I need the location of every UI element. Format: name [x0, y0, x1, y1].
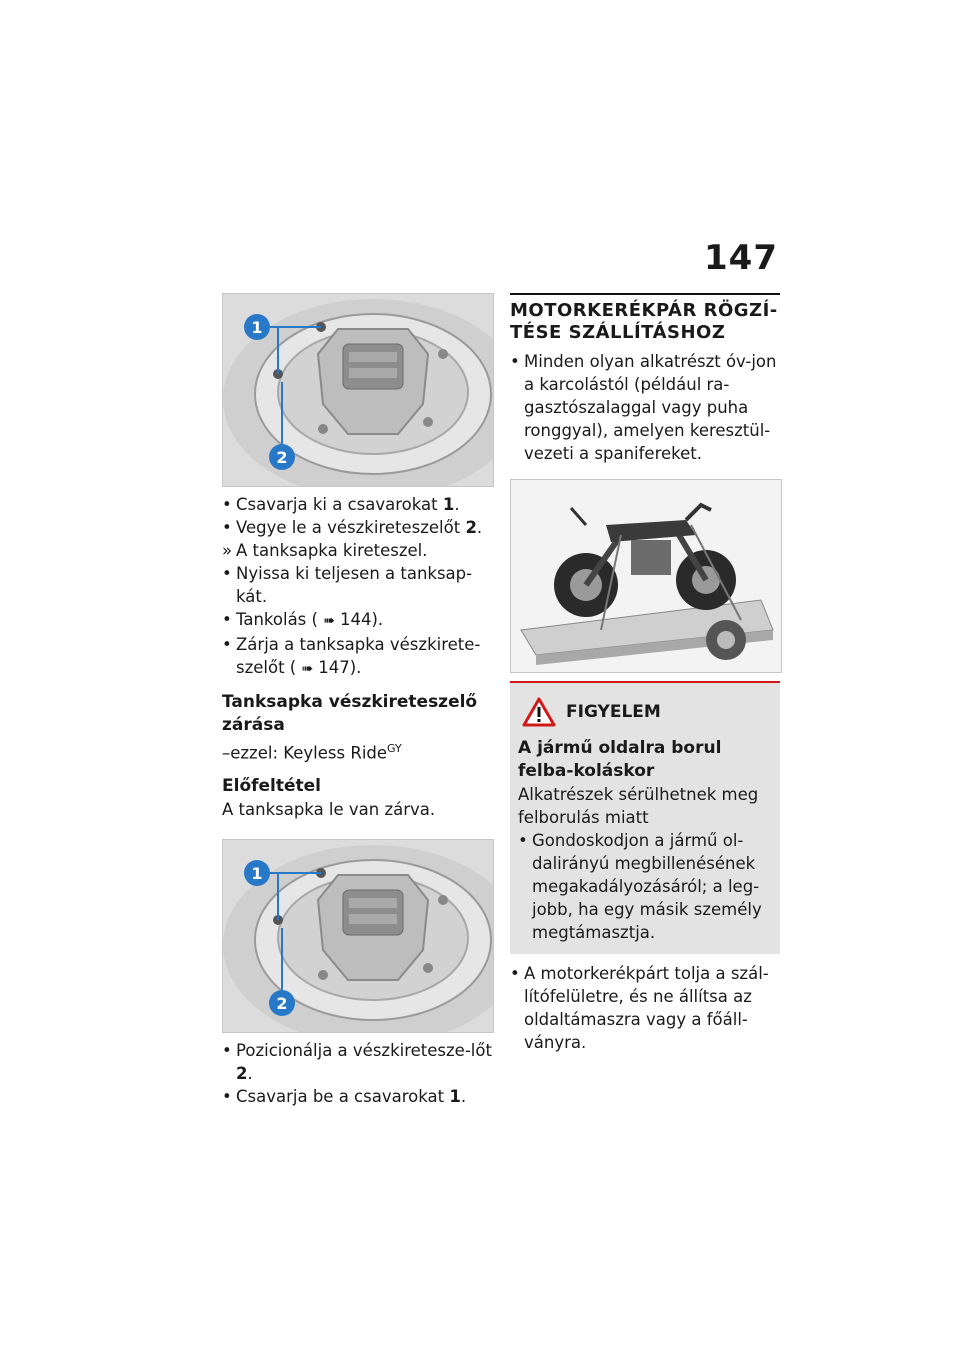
list-item: • Pozicionálja a vészkiretesze-lőt 2.: [222, 1040, 492, 1083]
equipment-note: –ezzel: Keyless Ride$^{GY}$: [222, 742, 402, 763]
page-number: 147: [704, 238, 778, 278]
callout-2: 2: [276, 448, 288, 467]
page-ref-link[interactable]: 144: [339, 610, 372, 629]
warning-text: Alkatrészek sérülhetnek meg felborulás miatt: [518, 785, 759, 827]
precondition-text: A tanksapka le van zárva.: [222, 799, 436, 819]
list-item: • Gondoskodjon a jármű ol-dalirányú megbillenésének megakadályozásáról; a leg-jobb, ha egy másik személy megtámasztja.: [518, 831, 762, 942]
callout-1: 1: [251, 318, 263, 337]
callout-2: 2: [276, 993, 288, 1013]
list-item: • Vegye le a vészkireteszelőt 2.: [222, 518, 483, 537]
list-item: • Tankolás ( ➠ 144).: [222, 608, 494, 633]
list-item: • Csavarja be a csavarokat 1.: [222, 1086, 467, 1106]
warning-header: [518, 697, 772, 727]
warning-triangle-icon: [522, 697, 556, 727]
list-item: • Zárja a tanksapka vészkirete-szelőt ( ➠ 147).: [222, 633, 494, 681]
section-title: MOTORKERÉKPÁR RÖGZÍ-TÉSE SZÁLLÍTÁSHOZ: [510, 293, 780, 344]
fuel-cap-illustration: [223, 840, 493, 1032]
motorcycle-illustration: [511, 480, 781, 672]
list-item: » A tanksapka kireteszel.: [222, 541, 428, 560]
transport-steps: [510, 350, 780, 465]
fuel-cap-illustration: [223, 294, 493, 486]
transport-steps-2: [510, 962, 780, 1054]
warning-box: [510, 681, 780, 954]
list-item: • Nyissa ki teljesen a tanksap-kát.: [222, 564, 473, 606]
warning-list: [518, 829, 772, 944]
left-column: [222, 293, 494, 1108]
fuel-cap-photo-1: [222, 293, 494, 487]
precondition-title: Előfeltétel: [222, 775, 322, 796]
callout-1: 1: [251, 863, 263, 883]
list-item: • A motorkerékpárt tolja a szál-lítófelületre, és ne állítsa az oldaltámaszra vagy a főáll-ványra.: [510, 964, 769, 1052]
removal-steps: [222, 493, 494, 681]
warning-title: FIGYELEM: [566, 702, 661, 722]
page-ref-link[interactable]: 147: [318, 658, 350, 677]
warning-subtitle: A jármű oldalra borul felba-koláskor: [518, 738, 722, 781]
list-item: • Minden olyan alkatrészt óv-jon a karcolástól (például ra-gasztószalaggal vagy puha ronggyal), amelyen keresztül-vezeti a spanifereket.: [510, 352, 777, 463]
arrow-right-icon: ➠: [301, 661, 314, 677]
closing-steps: [222, 1039, 494, 1108]
subheading: Tanksapka vészkireteszelő zárása: [222, 692, 478, 735]
motorcycle-trailer-photo: [510, 479, 782, 673]
arrow-right-icon: ➠: [323, 613, 335, 629]
fuel-cap-photo-2: [222, 839, 494, 1033]
list-item: • Csavarja ki a csavarokat 1.: [222, 495, 460, 514]
right-column: [510, 293, 780, 1054]
